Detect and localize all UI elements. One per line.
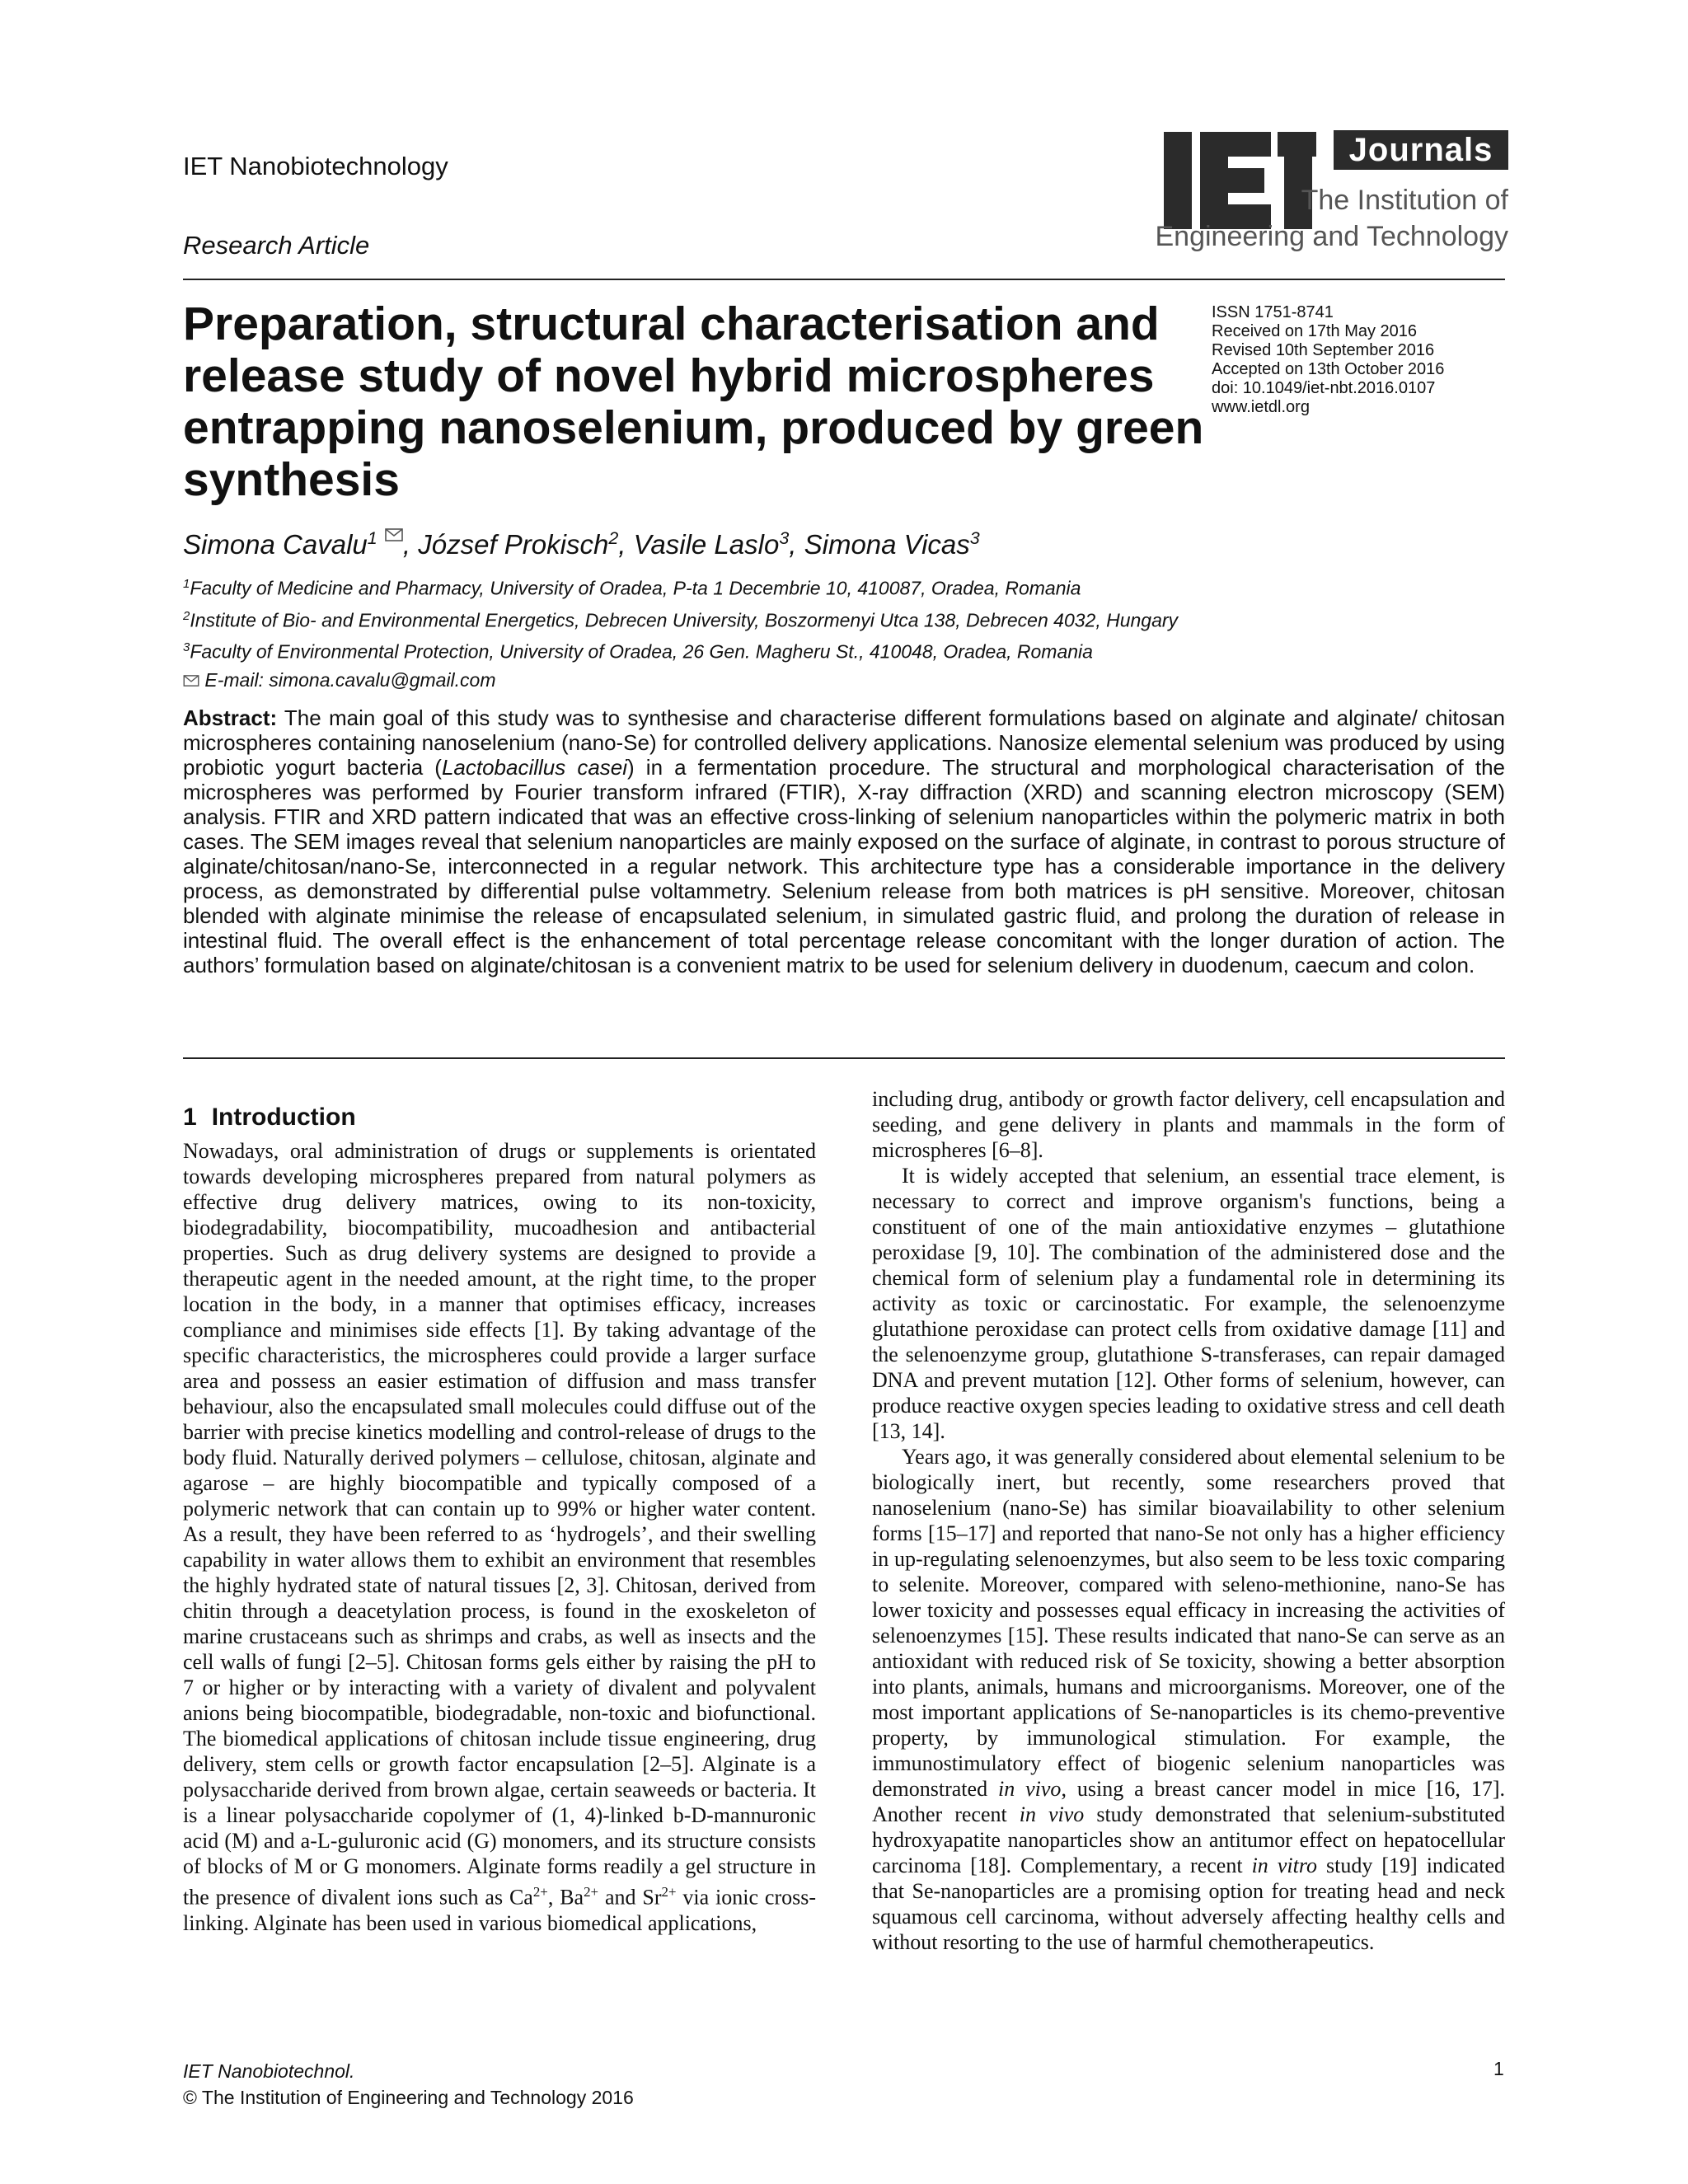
author-sup: 3 — [779, 528, 790, 548]
mail-icon — [385, 528, 403, 541]
footer-copyright: © The Institution of Engineering and Technology 2016 — [183, 2087, 634, 2108]
section-number: 1 — [183, 1104, 197, 1131]
author-sup: 3 — [969, 528, 980, 548]
doi[interactable]: doi: 10.1049/iet-nbt.2016.0107 — [1212, 379, 1436, 397]
email-line — [183, 666, 1178, 694]
paragraph: It is widely accepted that selenium, an essential trace element, is necessary to correct and improve organism's functions, being a constituent of one of the main antioxidative enzymes – glutathione peroxidase [9, 10]. The combination of the administered dose and the chemical form of selenium play a fundamental role in determining its activity as toxic or carcinostatic. For example, the selenoenzyme glutathione peroxidase can protect cells from oxidative damage [11] and the selenoenzyme group, glutathione S-transferases, can repair damaged DNA and prevent mutation [12]. Other forms of selenium, however, can produce reactive oxygen species leading to oxidative stress and cell death [13, 14]. — [872, 1164, 1505, 1443]
abstract — [183, 705, 1505, 977]
revised-date: Revised 10th September 2016 — [1212, 341, 1435, 359]
section-heading — [183, 1104, 816, 1130]
author-list: Simona Cavalu$^1$ , József Prokisch$^2$, Vasile Laslo$^3$, Simona Vicas$^3$ — [183, 528, 980, 560]
footer-journal: IET Nanobiotechnol. — [183, 2060, 355, 2082]
website-link[interactable]: www.ietdl.org — [1212, 398, 1310, 416]
journals-label: Journals — [1334, 130, 1508, 170]
paragraph: including drug, antibody or growth factor delivery, cell encapsulation and seeding, and gene delivery in plants and mammals in the form of microspheres [6–8]. — [872, 1087, 1505, 1162]
abstract-divider — [183, 1057, 1505, 1059]
affiliation-sup: 1 — [183, 577, 190, 591]
affiliation — [183, 634, 1178, 666]
accepted-date: Accepted on 13th October 2016 — [1212, 360, 1445, 378]
issn: ISSN 1751-8741 — [1212, 303, 1334, 321]
author-sup: 2 — [608, 528, 619, 548]
affiliation-text: Faculty of Environmental Protection, University of Oradea, 26 Gen. Magheru St., 410048, Oradea, Romania — [190, 640, 1093, 663]
email-address[interactable]: E-mail: simona.cavalu@gmail.com — [204, 668, 496, 691]
left-column — [183, 1104, 816, 1936]
footer — [183, 2058, 634, 2111]
affiliation-text: Faculty of Medicine and Pharmacy, University of Oradea, P-ta 1 Decembrie 10, 410087, Oradea, Romania — [190, 577, 1081, 599]
abstract-text: ) in a fermentation procedure. The structural and morphological characterisation of the microspheres was performed by Fourier transform infrared (FTIR), X-ray diffraction (XRD) and scanning electron microscopy (SEM) analysis. FTIR and XRD pattern indicated that was an effective cross-linking of selenium nanoparticles within the polymeric matrix in both cases. The SEM images reveal that selenium nanoparticles are mainly exposed on the surface of alginate, in contrast to porous structure of alginate/chitosan/nano-Se, interconnected in a regular network. This architecture type has a considerable importance in the delivery process, as demonstrated by differential pulse voltammetry. Selenium release from both matrices is pH sensitive. Moreover, chitosan blended with alginate minimise the release of encapsulated selenium, in simulated gastric fluid, and prolong the duration of release in intestinal fluid. The overall effect is the enhancement of total percentage release concomitant with the longer duration of action. The authors’ formulation based on alginate/chitosan is a convenient matrix to be used for selenium delivery in duodenum, caecum and colon. — [183, 755, 1505, 977]
page-number: 1 — [1493, 2058, 1504, 2079]
paragraph: Years ago, it was generally considered about elemental selenium to be biologically inert, but recently, some researchers proved that nanoselenium (nano-Se) has similar bioavailability to other selenium forms [15–17] and reported that nano-Se not only has a higher efficiency in up-regulating selenoenzymes, but also seem to be less toxic comparing to selenite. Moreover, compared with seleno-methionine, nano-Se has lower toxicity and possesses equal efficacy in increasing the activities of selenoenzymes [15]. These results indicated that nano-Se can serve as an antioxidant with reduced risk of Se toxicity, showing a better absorption into plants, animals, humans and microorganisms. Moreover, one of the most important applications of Se-nanoparticles is its chemo-preventive property, by immunological stimulation. For example, the immunostimulatory effect of biogenic selenium nanoparticles was demonstrated in vivo, using a breast cancer model in mice [16, 17]. Another recent in vivo study demonstrated that selenium-substituted hydroxyapatite nanoparticles show an antitumor effect on hepatocellular carcinoma [18]. Complementary, a recent in vitro study [19] indicated that Se-nanoparticles are a promising option for treating head and neck squamous cell carcinoma, without adversely affecting healthy cells and without resorting to the use of harmful chemotherapeutics. — [872, 1445, 1505, 1954]
journal-name: IET Nanobiotechnology — [183, 152, 448, 180]
iet-logo-icon — [1164, 132, 1316, 229]
author-name: Simona Vicas — [804, 529, 970, 560]
affiliations — [183, 570, 1178, 694]
article-metadata — [1212, 303, 1444, 417]
section-title: Introduction — [211, 1104, 356, 1131]
affiliation-sup: 3 — [183, 640, 190, 655]
iet-journals-logo — [1155, 125, 1508, 255]
author-sup: 1 — [367, 528, 377, 548]
article-title: Preparation, structural characterisation and release study of novel hybrid microspheres entrapping nanoselenium, produced by green synthesis — [183, 298, 1204, 506]
institution-line-1: The Institution of — [1301, 185, 1508, 216]
affiliation-sup: 2 — [183, 608, 190, 623]
abstract-text: The main goal of this study was to synthesise and characterise different formulations based on alginate and alginate/ chitosan microspheres containing nanoselenium (nano-Se) for controlled delivery applications. Nanosize elemental selenium was produced by using probiotic yogurt bacteria ( — [183, 705, 1505, 780]
affiliation — [183, 602, 1178, 635]
paragraph: Nowadays, oral administration of drugs or supplements is orientated towards developing microspheres prepared from natural polymers as effective drug delivery matrices, owing to its non-toxicity, biodegradability, biocompatibility, mucoadhesion and antibacterial properties. Such as drug delivery systems are designed to provide a therapeutic agent in the needed amount, at the right time, to the proper location in the body, in a manner that optimises efficacy, increases compliance and minimises side effects [1]. By taking advantage of the specific characteristics, the microspheres could provide a larger surface area and possess an easier estimation of diffusion and mass transfer behaviour, also the encapsulated small molecules could diffuse out of the barrier with precise kinetics modelling and control-release of drugs to the body fluid. Naturally derived polymers – cellulose, chitosan, alginate and agarose – are highly biocompatible and typically composed of a polymeric network that can contain up to 99% or higher water content. As a result, they have been referred to as ‘hydrogels’, and their swelling capability in water allows them to exhibit an environment that resembles the highly hydrated state of natural tissues [2, 3]. Chitosan, derived from chitin through a deacetylation process, is found in the exoskeleton of marine crustaceans such as shrimps and crabs, as well as insects and the cell walls of fungi [2–5]. Chitosan forms gels either by raising the pH to 7 or higher or by interacting with a variety of divalent and polyvalent anions being biocompatible, biodegradable, non-toxic and biofunctional. The biomedical applications of chitosan include tissue engineering, drug delivery, stem cells or growth factor encapsulation [2–5]. Alginate is a polysaccharide derived from brown algae, certain seaweeds or bacteria. It is a linear polysaccharide copolymer of (1, 4)-linked b-D-mannuronic acid (M) and a-L-guluronic acid (G) monomers, and its structure consists of blocks of M or G monomers. Alginate forms readily a gel structure in the presence of divalent ions such as $Ca^{2+}$, $Ba^{2+}$ and $Sr^{2+}$ via ionic cross-linking. Alginate has been used in various biomedical applications, — [183, 1139, 816, 1935]
institution-line-2: Engineering and Technology — [1155, 221, 1508, 252]
author-name: Simona Cavalu — [183, 529, 368, 560]
received-date: Received on 17th May 2016 — [1212, 322, 1418, 340]
mail-icon — [183, 675, 199, 687]
article-type: Research Article — [183, 231, 370, 260]
author-name: József Prokisch — [418, 529, 609, 560]
right-column — [872, 1086, 1505, 1955]
abstract-label: Abstract: — [183, 705, 278, 730]
header-divider — [183, 279, 1505, 280]
author-name: Vasile Laslo — [633, 529, 780, 560]
affiliation-text: Institute of Bio- and Environmental Energetics, Debrecen University, Boszormenyi Utca 138, Debrecen 4032, Hungary — [190, 609, 1179, 631]
affiliation — [183, 570, 1178, 602]
abstract-species: Lactobacillus casei — [441, 755, 628, 780]
